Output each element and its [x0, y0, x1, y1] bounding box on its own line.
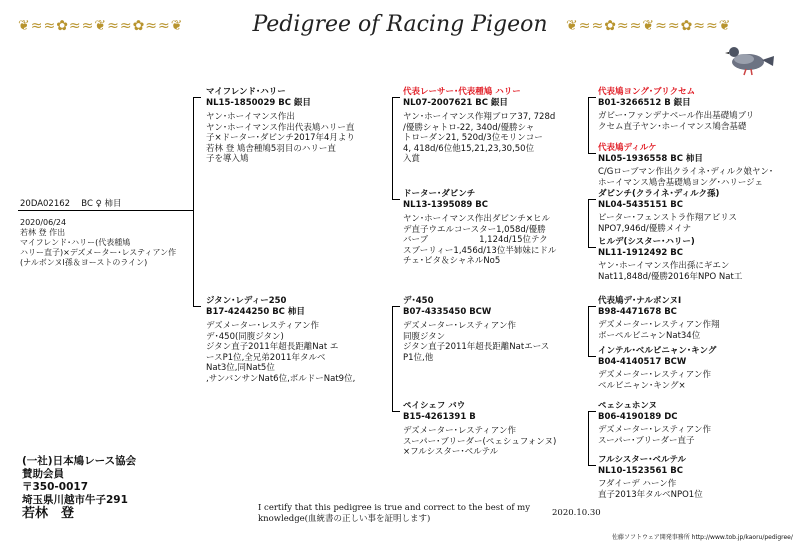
dam-line: デ･450(同腹ジタン) — [206, 331, 284, 342]
dss-ring: B98-4471678 BC — [598, 306, 677, 317]
ds-line: デズメーター･レスティアン作 — [403, 321, 516, 331]
sss-name: 代表鳩ヨング･ブリクセム — [598, 87, 696, 97]
sdd-name: ヒルデ(シスター･ハリー) — [598, 237, 695, 247]
sds-ring: NL04-5435151 BC — [598, 199, 683, 210]
sss-line: クセム直子ヤン･ホーイマンス鳩舎基礎 — [598, 121, 747, 132]
cert-line-1: I certify that this pedigree is true and correct to the best of my — [258, 503, 531, 513]
ddd-name: フルシスター･ベルテル — [598, 455, 687, 465]
dsd-line: ベルビニャン･キング× — [598, 380, 686, 391]
sds-block — [598, 189, 737, 234]
ds-line: ジタン直子2011年超長距離Natエース — [403, 342, 550, 352]
ss-name: 代表レーサー･代表種鳩 ハリー — [403, 87, 521, 97]
owner-name: 若林 登 — [22, 506, 75, 521]
dam-line: Nat3位,同Nat5位 — [206, 363, 275, 373]
dsd-name: インテル･ベルビニャン･キング — [598, 346, 717, 356]
sire-name: マイフレンド･ハリー — [206, 87, 286, 97]
ss-line: 4, 418d/6位他15,21,23,30,50位 — [403, 143, 535, 154]
sdd-block — [598, 237, 742, 282]
dsd-block — [598, 346, 716, 391]
dam-line: ジタン直子2011年超長距離Nat エ — [206, 342, 339, 352]
dam-ring: B17-4244250 BC 柿目 — [206, 306, 305, 317]
sds-line: NPO7,946d/優勝メイナ — [598, 223, 692, 234]
org-name: (一社)日本鳩レース協会 — [22, 455, 137, 467]
sd-name: ドーター･ダビンチ — [403, 189, 476, 199]
page-title: Pedigree of Racing Pigeon — [252, 12, 548, 37]
zip-code: 〒350-0017 — [22, 481, 88, 493]
ds-ring: B07-4335450 BCW — [403, 306, 492, 317]
sd-line: デ直子ウエルコースター1,058d/優勝 — [403, 224, 546, 235]
dss-line: デズメーター･レスティアン作翔 — [598, 320, 720, 330]
ss-line: トローダン21, 520d/3位モリンコー — [403, 133, 543, 143]
ds-line: P1位,他 — [403, 352, 434, 363]
ddd-line: 直子2013年タルベNPO1位 — [598, 489, 703, 500]
dam-name: ジタン･レディー250 — [206, 296, 287, 306]
dd-block — [403, 401, 556, 458]
sd-ring: NL13-1395089 BC — [403, 199, 488, 210]
dam-block — [206, 296, 355, 384]
subject-line: マイフレンド･ハリー(代表種鳩 — [20, 238, 131, 247]
dds-line: デズメーター･レスティアン作 — [598, 425, 711, 435]
dsd-line: デズメーター･レスティアン作 — [598, 370, 711, 380]
ssd-block — [598, 143, 773, 188]
breeder-info — [22, 455, 136, 520]
sire-line: 子×ドーター･ダビンチ2017年4月より — [206, 133, 355, 143]
sds-line: ピーター･フェンストラ作翔アビリス — [598, 213, 738, 223]
ddd-block — [598, 455, 703, 500]
cert-line-2: knowledge(血統書の正しい事を証明します) — [258, 514, 431, 524]
subject-details — [20, 218, 176, 268]
sdd-ring: NL11-1912492 BC — [598, 247, 683, 258]
sdd-line: Nat11,848d/優勝2016年NPO Nat工 — [598, 271, 743, 282]
address: 埼玉県川越市牛子291 — [22, 494, 128, 506]
subject-line: (ナルボンヌⅠ孫＆ヨーストのライン) — [20, 258, 148, 267]
dds-name: ペェシュホンヌ — [598, 401, 657, 411]
dss-block — [598, 296, 719, 341]
software-credit: 佐藤ソフトウェア開発事務所 http://www.tob.jp/kaoru/pedigree/ — [612, 534, 793, 541]
sd-line: ヤン･ホーイマンス作出ダビンチ×ヒル — [403, 214, 551, 224]
certification — [258, 503, 530, 525]
dds-line: スーパー･ブリーダー直子 — [598, 435, 695, 446]
ssd-line: C/Gローブマン作出クライネ･ディルク娘ヤン･ — [598, 167, 774, 177]
ss-line: ヤン･ホーイマンス作翔ブロア37, 728d — [403, 112, 556, 122]
dds-block — [598, 401, 711, 446]
dd-name: ペイシェフ バウ — [403, 401, 466, 411]
dd-line: デズメーター･レスティアン作 — [403, 426, 516, 436]
left-ornament: ❦≈≈✿≈≈❦≈≈✿≈≈❦ — [18, 18, 184, 34]
right-ornament: ❦≈≈✿≈≈❦≈≈✿≈≈❦ — [566, 18, 732, 34]
sire-line: ヤン･ホーイマンス作出代表鳩ハリー直 — [206, 122, 355, 133]
sire-line: ヤン･ホーイマンス作出 — [206, 112, 295, 122]
ss-ring: NL07-2007621 BC 銀目 — [403, 97, 508, 108]
sss-line: ガビー･ファンデナベール作出基礎鳩ブリ — [598, 111, 755, 121]
ssd-line: ホーイマンス鳩舎基礎鳩ヨング･ハリージェ — [598, 177, 763, 188]
subject-ring: 20DA02162 BC ♀ 柿目 — [20, 199, 122, 209]
sds-name: ダビンチ(クライネ･ディルク孫) — [598, 189, 720, 199]
member-type: 賛助会員 — [22, 468, 64, 480]
sss-ring: B01-3266512 B 銀目 — [598, 97, 691, 108]
pigeon-icon — [724, 40, 776, 78]
dds-ring: B06-4190189 DC — [598, 411, 678, 422]
ddd-line: フダイーデ ハーン作 — [598, 479, 677, 489]
ss-block — [403, 87, 555, 165]
ssd-name: 代表鳩ディルケ — [598, 143, 657, 153]
sire-block — [206, 87, 355, 165]
ss-line: /優勝シャトロ-22, 340d/優勝シャ — [403, 122, 535, 133]
sd-line: スブーリィー1,456d/13位半姉妹にドル — [403, 245, 557, 256]
sire-line: 子を導入鳩 — [206, 154, 249, 164]
ds-name: デ･450 — [403, 296, 434, 306]
subject-line: 2020/06/24 — [20, 218, 67, 227]
ddd-ring: NL10-1523561 BC — [598, 465, 683, 476]
dd-line: スーパー･ブリーダー(ペェシュフォンヌ) — [403, 436, 557, 447]
dam-line: ースP1位,全兄弟2011年タルベ — [206, 352, 326, 363]
sire-line: 若林 登 鳩舎種鳩5羽目のハリー直 — [206, 143, 336, 154]
subject-line: 若林 登 作出 — [20, 228, 66, 237]
ss-line: 入賞 — [403, 154, 421, 164]
dam-line: デズメーター･レスティアン作 — [206, 321, 319, 331]
sire-ring: NL15-1850029 BC 銀目 — [206, 97, 311, 108]
dd-line: ×フルシスター･ベルテル — [403, 447, 499, 457]
sss-block — [598, 87, 754, 132]
ssd-ring: NL05-1936558 BC 柿目 — [598, 153, 703, 164]
dam-line: ,サンバンサンNat6位,ボルドーNat9位, — [206, 373, 356, 384]
sd-line: バーブ 1,124d/15位テク — [403, 235, 548, 245]
dsd-ring: B04-4140517 BCW — [598, 356, 687, 367]
subject-line: ハリー直子)×デズメーター･レスティアン作 — [20, 248, 177, 257]
cert-date: 2020.10.30 — [552, 508, 601, 518]
dss-name: 代表鳩デ･ナルボンヌⅠ — [598, 296, 682, 306]
ds-block — [403, 296, 549, 363]
sd-line: チェ･ビタ＆シャネルNo5 — [403, 256, 501, 266]
dd-ring: B15-4261391 B — [403, 411, 476, 422]
sdd-line: ヤン･ホーイマンス作出孫にギエン — [598, 261, 730, 271]
sd-block — [403, 189, 556, 267]
ds-line: 同腹ジタン — [403, 331, 446, 342]
dss-line: ボーペルビニャンNat34位 — [598, 330, 701, 341]
